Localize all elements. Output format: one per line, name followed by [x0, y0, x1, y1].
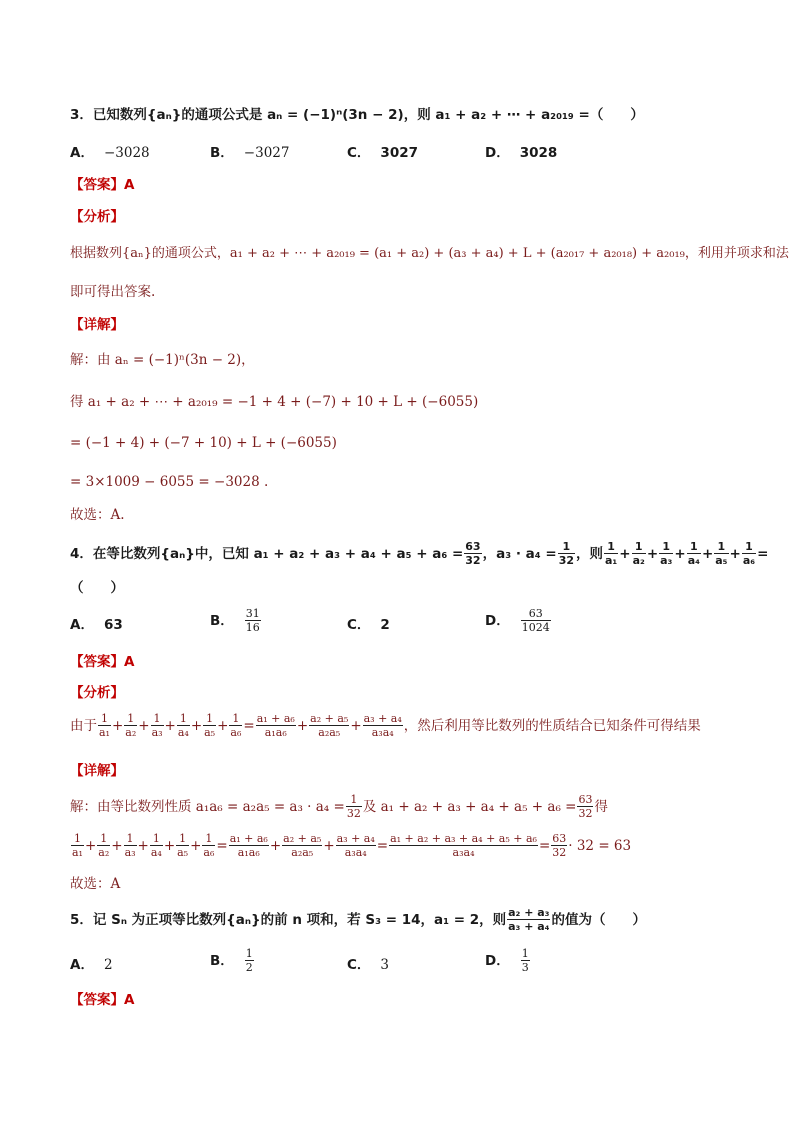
q4-stem-sum-fraction: $\frac{63}{32}$	[465, 540, 481, 567]
q3-analysis-heading: 【分析】	[70, 209, 124, 225]
q3-detail-heading: 【详解】	[70, 317, 124, 333]
q4-detail-line2: $\frac{1}{\text{a₁}}$ + $\frac{1}{\text{a₂}}$ + $\frac{1}{\text{a₃}}$ + $\frac{1}{\text{a₄}}$ + $\frac{1}{\text{a₅}}$ + $\frac{1}{\text{a₆}}$ = $\frac{\text{a₁ + a₆}}{\text{a₁a₆}}$ + $\frac{\text{a₂ + a₅}}{\text{a₂a₅}}$ + $\frac{\text{a₃ + a₄}}{\text{a₃a₄}}$ = $\frac{\text{a₁ + a₂ + a₃ + a₄ + a₅ + a₆}}{\text{a₃a₄}}$ = $\frac{63}{32}$ · 32 = 63	[72, 832, 632, 859]
q4-analysis-line: 由于 $\frac{1}{\text{a₁}}$ + $\frac{1}{\text{a₂}}$ + $\frac{1}{\text{a₃}}$ + $\frac{1}{\text{a₄}}$ + $\frac{1}{\text{a₅}}$ + $\frac{1}{\text{a₆}}$ = $\frac{\text{a₁ + a₆}}{\text{a₁a₆}}$ + $\frac{\text{a₂ + a₅}}{\text{a₂a₅}}$ + $\frac{\text{a₃ + a₄}}{\text{a₃a₄}}$ ，然后利用等比数列的性质结合已知条件可得结果	[70, 712, 701, 739]
q3-detail-line1: 解：由 aₙ = (−1)ⁿ(3n − 2)，	[70, 352, 255, 368]
q3-option-d: D． 3028	[485, 145, 558, 161]
q3-detail-line3: = (−1 + 4) + (−7 + 10) + L + (−6055)	[70, 435, 337, 451]
q4-recip-2: $\frac{1}{\text{a₂}}$	[632, 540, 645, 567]
q3-detail-line2: 得 a₁ + a₂ + ⋯ + a₂₀₁₉ = −1 + 4 + (−7) + 10 + L + (−6055)	[70, 394, 479, 410]
q4-detail-line1: 解：由等比数列性质 a₁a₆ = a₂a₅ = a₃ · a₄ = $\frac{1}{32}$ 及 a₁ + a₂ + a₃ + a₄ + a₅ + a₆ = $\frac{63}{32}$ 得	[70, 793, 608, 820]
q5-option-a: A． 2	[70, 957, 113, 973]
q4-analysis-heading: 【分析】	[70, 685, 124, 701]
q4-option-c: C． 2	[347, 617, 390, 633]
q4-option-d: D． $\frac{63}{1024}$	[485, 607, 550, 634]
q4-detail-heading: 【详解】	[70, 763, 124, 779]
q4-recip-1: $\frac{1}{\text{a₁}}$	[605, 540, 618, 567]
q4-conclusion: 故选：A	[70, 876, 121, 892]
q3-analysis-line1: 根据数列{aₙ}的通项公式，a₁ + a₂ + ⋯ + a₂₀₁₉ = (a₁ + a₂) + (a₃ + a₄) + L + (a₂₀₁₇ + a₂₀₁₈) + a₂₀₁₉，利用并项求和法	[70, 246, 789, 261]
q5-stem: 5．记 Sₙ 为正项等比数列{aₙ}的前 n 项和，若 S₃ = 14，a₁ = 2，则 $\frac{\text{a₂ + a₃}}{\text{a₃ + a₄}}$ 的值为（ ）	[70, 906, 646, 933]
q3-detail-line4: = 3×1009 − 6055 = −3028 .	[70, 474, 269, 490]
q3-stem: 3．已知数列{aₙ}的通项公式是 aₙ = (−1)ⁿ(3n − 2)，则 a₁ + a₂ + ⋯ + a₂₀₁₉ =（ ）	[70, 107, 644, 123]
q4-recip-6: $\frac{1}{\text{a₆}}$	[742, 540, 756, 567]
q3-option-a: A． −3028	[70, 145, 150, 161]
q4-answer: 【答案】A	[70, 654, 135, 670]
q4-stem-product-fraction: $\frac{1}{32}$	[558, 540, 574, 567]
q4-option-a: A． 63	[70, 617, 123, 633]
q3-analysis-line2: 即可得出答案.	[70, 284, 156, 300]
q4-stem: 4．在等比数列{aₙ}中，已知 a₁ + a₂ + a₃ + a₄ + a₅ + a₆ = $\frac{63}{32}$ ，a₃ · a₄ = $\frac{1}{32}$ ，则 $\frac{1}{\text{a₁}}$ + $\frac{1}{\text{a₂}}$ + $\frac{1}{\text{a₃}}$ + $\frac{1}{\text{a₄}}$ + $\frac{1}{\text{a₅}}$ + $\frac{1}{\text{a₆}}$ =	[70, 540, 769, 567]
q5-option-c: C． 3	[347, 957, 390, 973]
q4-recip-3: $\frac{1}{\text{a₃}}$	[660, 540, 673, 567]
q4-stem-paren: （ ）	[70, 580, 124, 596]
q3-option-c: C． 3027	[347, 145, 418, 161]
q5-stem-fraction: $\frac{\text{a₂ + a₃}}{\text{a₃ + a₄}}$	[508, 906, 550, 933]
q5-option-b: B． $\frac{1}{2}$	[210, 947, 253, 974]
q4-recip-5: $\frac{1}{\text{a₅}}$	[715, 540, 728, 567]
q5-answer: 【答案】A	[70, 992, 135, 1008]
q4-option-b: B． $\frac{31}{16}$	[210, 607, 260, 634]
q4-recip-4: $\frac{1}{\text{a₄}}$	[687, 540, 700, 567]
q3-option-b: B． −3027	[210, 145, 290, 161]
q5-option-d: D． $\frac{1}{3}$	[485, 947, 529, 974]
q3-conclusion: 故选：A.	[70, 507, 125, 523]
q3-answer: 【答案】A	[70, 177, 135, 193]
